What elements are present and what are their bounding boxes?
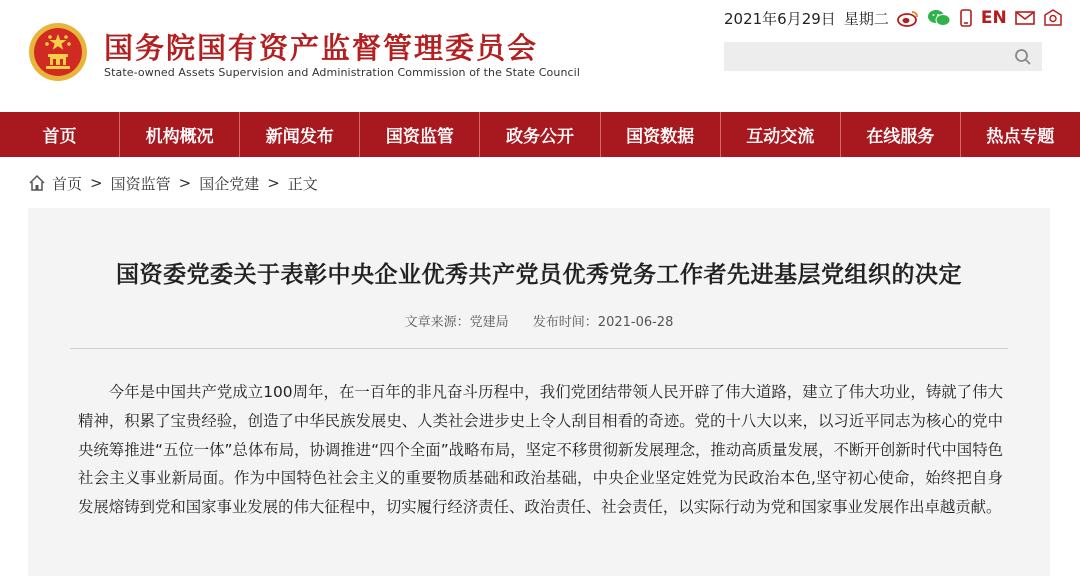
english-link[interactable]: EN [980,8,1007,28]
nav-item-data[interactable]: 国资数据 [601,112,721,157]
search-input[interactable] [724,42,1014,71]
article-title: 国资委党委关于表彰中央企业优秀共产党员优秀党务工作者先进基层党组织的决定 [116,262,962,288]
nav-item-government-affairs[interactable]: 政务公开 [480,112,600,157]
mail-icon[interactable] [1015,10,1035,26]
breadcrumb-separator: > [178,174,192,192]
mobile-icon[interactable] [959,9,973,27]
feedback-icon[interactable] [1043,9,1063,27]
nav-item-hot-topics[interactable]: 热点专题 [986,127,1055,147]
search-box [724,42,1042,71]
nav-item-news[interactable]: 新闻发布 [240,112,360,157]
search-icon[interactable] [1014,48,1032,66]
breadcrumb-supervision[interactable]: 国资监管 [110,174,171,193]
breadcrumb-separator: > [267,174,280,192]
national-emblem-icon[interactable] [28,22,88,82]
article-publish-time: 发布时间：2021-06-28 [532,315,674,330]
wechat-icon[interactable] [927,9,951,27]
breadcrumb-current: 正文 [287,174,318,193]
top-utility-bar [724,6,1063,30]
article-source: 文章来源：党建局 [404,315,509,330]
site-title[interactable]: 国务院国有资产监督管理委员会 [104,31,539,65]
nav-item-online-service[interactable]: 在线服务 [841,112,961,157]
current-weekday: 星期二 [843,9,889,28]
nav-item-interaction[interactable]: 互动交流 [721,112,841,157]
breadcrumb-separator: > [90,174,103,192]
breadcrumb-party-building[interactable]: 国企党建 [199,174,260,193]
article-panel [28,208,1050,576]
article-meta [28,311,1050,330]
current-date: 2021年6月29日 [724,9,836,28]
nav-item-organization[interactable]: 机构概况 [120,112,240,157]
breadcrumb-home[interactable]: 首页 [52,174,83,193]
home-icon [28,174,46,192]
nav-item-home[interactable]: 首页 [0,112,120,157]
site-header [0,0,1080,112]
weibo-icon[interactable] [897,9,919,27]
divider [70,348,1008,349]
site-subtitle: State-owned Assets Supervision and Administration Commission of the State Council [104,66,580,79]
breadcrumb [28,172,318,194]
main-nav [0,112,1080,157]
nav-item-supervision[interactable]: 国资监管 [360,112,480,157]
article-body: 今年是中国共产党成立100周年，在一百年的非凡奋斗历程中，我们党团结带领人民开辟了伟大道路，建立了伟大功业，铸就了伟大精神，积累了宝贵经验，创造了中华民族发展史、人类社会进步史上令人刮目相看的奇迹。党的十八大以来，以习近平同志为核心的党中央统筹推进“五位一体”总体布局，协调推进“四个全面”战略布局，坚定不移贯彻新发展理念，推动高质量发展，不断开创新时代中国特色社会主义事业新局面。作为中国特色社会主义的重要物质基础和政治基础，中央企业坚定姓党为民政治本色,坚守初心使命，始终把自身发展熔铸到党和国家事业发展的伟大征程中，切实履行经济责任、政治责任、社会责任，以实际行动为党和国家事业发展作出卓越贡献。 [78,383,1003,517]
